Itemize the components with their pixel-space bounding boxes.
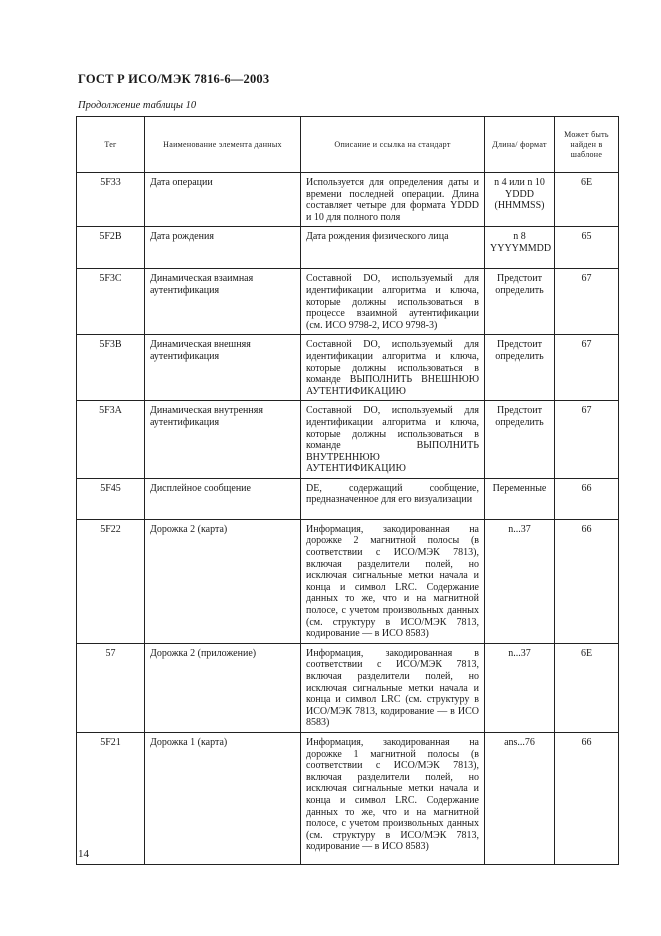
cell-name: Дата рождения xyxy=(145,227,301,269)
cell-length-format: n...37 xyxy=(485,519,555,643)
cell-found: 6E xyxy=(555,173,619,227)
cell-description: Используется для определения даты и времени последней операции. Длина составляет четыре для формата YDDD и 10 для полного поля xyxy=(301,173,485,227)
cell-description: Составной DO, используемый для идентификации алгоритма и ключа, которые должны использоваться в процессе взаимной аутентификации (см. ИСО 9798-2, ИСО 9798-3) xyxy=(301,269,485,335)
table-row xyxy=(77,173,619,227)
cell-name: Дорожка 1 (карта) xyxy=(145,732,301,864)
cell-length-format: n...37 xyxy=(485,643,555,732)
cell-description: Информация, закодированная в соответствии с ИСО/МЭК 7813, включая разделители полей, но исключая сигнальные метки начала и конца и символ LRC (см. структуру в ИСО/МЭК 7813, кодирование — в ИСО 8583) xyxy=(301,643,485,732)
cell-name: Дорожка 2 (приложение) xyxy=(145,643,301,732)
cell-tag: 5F45 xyxy=(77,478,145,519)
cell-found: 67 xyxy=(555,335,619,401)
cell-length-format: n 8 YYYYMMDD xyxy=(485,227,555,269)
cell-description: DE, содержащий сообщение, предназначенное для его визуализации xyxy=(301,478,485,519)
table-row xyxy=(77,643,619,732)
col-header-name: Наименование элемента данных xyxy=(145,117,301,173)
cell-name: Динамическая внешняя аутентификация xyxy=(145,335,301,401)
cell-length-format: n 4 или n 10 YDDD (HHMMSS) xyxy=(485,173,555,227)
cell-length-format: Предстоит определить xyxy=(485,401,555,479)
page-number: 14 xyxy=(78,848,89,860)
cell-found: 67 xyxy=(555,269,619,335)
cell-tag: 57 xyxy=(77,643,145,732)
table-row xyxy=(77,401,619,479)
document-title: ГОСТ Р ИСО/МЭК 7816-6—2003 xyxy=(78,72,270,86)
table-row xyxy=(77,227,619,269)
cell-description: Дата рождения физического лица xyxy=(301,227,485,269)
cell-found: 66 xyxy=(555,732,619,864)
cell-tag: 5F3C xyxy=(77,269,145,335)
cell-name: Динамическая взаимная аутентификация xyxy=(145,269,301,335)
cell-found: 6E xyxy=(555,643,619,732)
cell-name: Дорожка 2 (карта) xyxy=(145,519,301,643)
cell-length-format: Предстоит определить xyxy=(485,269,555,335)
cell-tag: 5F33 xyxy=(77,173,145,227)
cell-description: Информация, закодированная на дорожке 1 магнитной полосы (в соответствии с ИСО/МЭК 7813), включая разделители полей, но исключая сигнальные метки начала и конца и символ LRC. Содержание данных то же, что и на магнитной полосе, с учетом произвольных данных (см. структуру в ИСО/МЭК 7813, кодирование — в ИСО 8583) xyxy=(301,732,485,864)
cell-found: 67 xyxy=(555,401,619,479)
cell-name: Дата операции xyxy=(145,173,301,227)
cell-found: 66 xyxy=(555,519,619,643)
data-elements-table xyxy=(76,116,619,865)
cell-description: Составной DO, используемый для идентификации алгоритма и ключа, которые должны использоваться в команде ВЫПОЛНИТЬ ВНУТРЕННЮЮ АУТЕНТИФИКАЦИЮ xyxy=(301,401,485,479)
table-row xyxy=(77,519,619,643)
cell-description: Информация, закодированная на дорожке 2 магнитной полосы (в соответствии с ИСО/МЭК 7813), включая разделители полей, но исключая сигнальные метки начала и конца и символ LRC. Содержание данных то же, что и на магнитной полосе, с учетом произвольных данных (см. структуру в ИСО/МЭК 7813, кодирование — в ИСО 8583) xyxy=(301,519,485,643)
cell-length-format: Переменные xyxy=(485,478,555,519)
cell-found: 66 xyxy=(555,478,619,519)
table-row xyxy=(77,335,619,401)
cell-length-format: ans...76 xyxy=(485,732,555,864)
cell-description: Составной DO, используемый для идентификации алгоритма и ключа, которые должны использоваться в команде ВЫПОЛНИТЬ ВНЕШНЮЮ АУТЕНТИФИКАЦИЮ xyxy=(301,335,485,401)
cell-name: Дисплейное сообщение xyxy=(145,478,301,519)
table-row xyxy=(77,478,619,519)
table-header-row xyxy=(77,117,619,173)
col-header-description: Описание и ссылка на стандарт xyxy=(301,117,485,173)
cell-name: Динамическая внутренняя аутентификация xyxy=(145,401,301,479)
col-header-tag: Тег xyxy=(77,117,145,173)
cell-tag: 5F22 xyxy=(77,519,145,643)
cell-tag: 5F21 xyxy=(77,732,145,864)
cell-tag: 5F2B xyxy=(77,227,145,269)
cell-tag: 5F3B xyxy=(77,335,145,401)
cell-tag: 5F3A xyxy=(77,401,145,479)
table-row xyxy=(77,269,619,335)
cell-length-format: Предстоит определить xyxy=(485,335,555,401)
col-header-found-in-template: Может быть найден в шаблоне xyxy=(555,117,619,173)
cell-found: 65 xyxy=(555,227,619,269)
table-row xyxy=(77,732,619,864)
table-caption: Продолжение таблицы 10 xyxy=(78,100,197,111)
col-header-length-format: Длина/ формат xyxy=(485,117,555,173)
